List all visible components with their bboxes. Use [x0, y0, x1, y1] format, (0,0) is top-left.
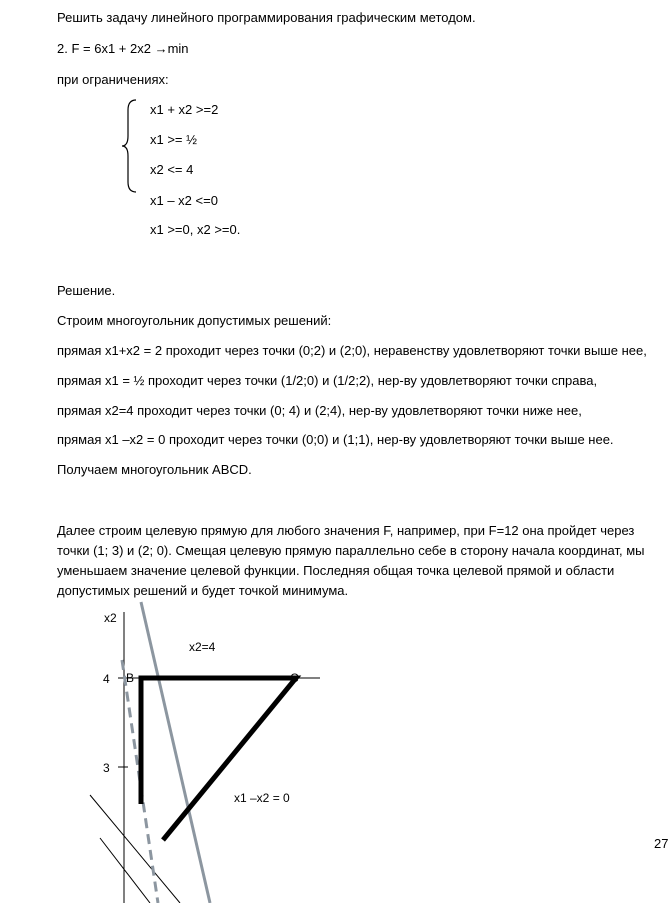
solution-line: прямая x1+x2 = 2 проходит через точки (0;2) и (2;0), неравенству удовлетворяют точки выше нее,: [57, 343, 647, 358]
curly-brace-icon: [120, 98, 140, 194]
line-x1-minus-x2-label: x1 –x2 = 0: [234, 791, 290, 805]
solution-line: прямая x2=4 проходит через точки (0; 4) и (2;4), нер-ву удовлетворяют точки ниже нее,: [57, 403, 582, 418]
solution-line: прямая x1 –x2 = 0 проходит через точки (0;0) и (1;1), нер-ву удовлетворяют точки выше нее.: [57, 432, 614, 447]
explanation-paragraph: Далее строим целевую прямую для любого значения F, например, при F=12 она пройдет через точки (1; 3) и (2; 0). Смещая целевую прямую параллельно себе в сторону начала координат, мы уменьшаем значение целевой функции. Последняя общая точка целевой прямой и области допустимых решений и будет точкой минимума.: [57, 523, 645, 598]
constraint-5: x1 >=0, x2 >=0.: [150, 222, 241, 237]
constraint-2: x1 >= ½: [150, 132, 197, 147]
tick-3-label: 3: [103, 761, 110, 775]
line-x1-plus-x2: [90, 795, 180, 903]
point-b-label: B: [126, 671, 135, 685]
task-heading: Решить задачу линейного программирования графическим методом.: [57, 10, 476, 25]
page-number: 27: [654, 836, 669, 851]
tick-4-label: 4: [103, 672, 110, 686]
solution-line: Строим многоугольник допустимых решений:: [57, 313, 332, 328]
solution-line: прямая x1 = ½ проходит через точки (1/2;0) и (1/2;2), нер-ву удовлетворяют точки справа,: [57, 373, 598, 388]
solution-line: Получаем многоугольник ABCD.: [57, 462, 252, 477]
constraints-intro: при ограничениях:: [57, 72, 169, 87]
constraint-1: x1 + x2 >=2: [150, 102, 219, 117]
line-x2-eq-4-label: x2=4: [189, 640, 216, 654]
axis-y-label: x2: [104, 611, 117, 625]
arrow-right-icon: →: [154, 41, 168, 56]
objective-expression: 2. F = 6x1 + 2x2: [57, 41, 151, 56]
solution-title: Решение.: [57, 283, 116, 298]
point-c-label: C: [290, 671, 299, 685]
objective-goal: min: [167, 41, 189, 56]
constraint-3: x2 <= 4: [150, 162, 194, 177]
constraint-4: x1 – x2 <=0: [150, 193, 218, 208]
feasible-region-graph: [0, 600, 672, 903]
objective-function: [57, 41, 189, 57]
objective-line-thin: [100, 838, 150, 903]
